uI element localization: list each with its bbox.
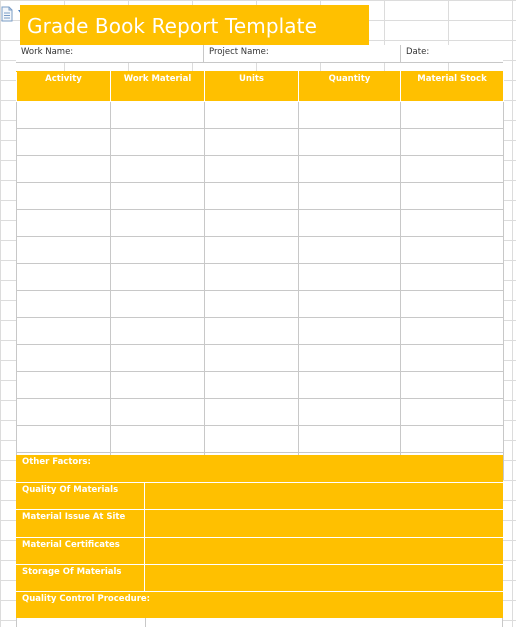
factor-row[interactable]	[16, 538, 503, 565]
table-cell[interactable]	[401, 345, 504, 372]
table-cell[interactable]	[205, 237, 299, 264]
table-row	[17, 264, 504, 291]
factor-row[interactable]	[16, 565, 503, 592]
table-cell[interactable]	[17, 156, 111, 183]
table-cell[interactable]	[401, 237, 504, 264]
table-cell[interactable]	[205, 318, 299, 345]
header-quantity: Quantity	[299, 72, 401, 102]
table-cell[interactable]	[205, 399, 299, 426]
table-row	[17, 237, 504, 264]
table-cell[interactable]	[111, 210, 205, 237]
factor-label: Quality Of Materials	[22, 485, 119, 495]
table-cell[interactable]	[205, 129, 299, 156]
table-cell[interactable]	[205, 345, 299, 372]
table-cell[interactable]	[111, 345, 205, 372]
table-cell[interactable]	[299, 291, 401, 318]
table-row	[17, 156, 504, 183]
table-cell[interactable]	[401, 210, 504, 237]
table-cell[interactable]	[17, 183, 111, 210]
table-cell[interactable]	[17, 237, 111, 264]
date-field[interactable]	[401, 45, 503, 62]
factor-label: Material Issue At Site	[22, 512, 126, 522]
project-name-field[interactable]	[204, 45, 401, 62]
header-activity: Activity	[17, 72, 111, 102]
table-row	[17, 318, 504, 345]
table-cell[interactable]	[17, 399, 111, 426]
factor-divider	[144, 538, 145, 564]
factor-label: Material Certificates	[22, 540, 120, 550]
table-cell[interactable]	[401, 318, 504, 345]
table-row	[17, 102, 504, 129]
factor-divider	[144, 483, 145, 509]
materials-table	[16, 71, 504, 480]
table-cell[interactable]	[299, 156, 401, 183]
table-cell[interactable]	[299, 426, 401, 453]
table-cell[interactable]	[17, 318, 111, 345]
table-cell[interactable]	[299, 102, 401, 129]
table-row	[17, 129, 504, 156]
factor-divider	[144, 565, 145, 591]
table-cell[interactable]	[205, 264, 299, 291]
table-cell[interactable]	[299, 210, 401, 237]
bottom-strip	[16, 618, 503, 627]
table-cell[interactable]	[111, 318, 205, 345]
bottom-strip-divider	[145, 618, 146, 627]
header-material-stock: Material Stock	[401, 72, 504, 102]
title-banner	[20, 5, 369, 47]
table-cell[interactable]	[299, 264, 401, 291]
header-work-material: Work Material	[111, 72, 205, 102]
table-cell[interactable]	[299, 345, 401, 372]
table-cell[interactable]	[17, 129, 111, 156]
table-cell[interactable]	[111, 426, 205, 453]
page-title: Grade Book Report Template	[27, 14, 317, 38]
date-label: Date:	[406, 47, 430, 57]
table-cell[interactable]	[17, 264, 111, 291]
work-name-field[interactable]	[16, 45, 204, 62]
table-row	[17, 210, 504, 237]
document-icon[interactable]	[1, 6, 13, 22]
table-cell[interactable]	[401, 426, 504, 453]
table-cell[interactable]	[205, 156, 299, 183]
table-cell[interactable]	[401, 129, 504, 156]
factor-row[interactable]	[16, 483, 503, 510]
table-cell[interactable]	[205, 372, 299, 399]
table-cell[interactable]	[401, 264, 504, 291]
factor-label: Storage Of Materials	[22, 567, 122, 577]
table-row	[17, 183, 504, 210]
table-cell[interactable]	[205, 426, 299, 453]
table-cell[interactable]	[17, 345, 111, 372]
table-cell[interactable]	[299, 129, 401, 156]
table-row	[17, 399, 504, 426]
table-cell[interactable]	[111, 237, 205, 264]
other-factors-heading: Other Factors:	[22, 457, 91, 467]
table-cell[interactable]	[17, 426, 111, 453]
factor-divider	[144, 510, 145, 537]
info-row	[16, 45, 503, 63]
table-cell[interactable]	[205, 291, 299, 318]
factor-row[interactable]	[16, 510, 503, 538]
table-cell[interactable]	[17, 291, 111, 318]
quality-control-label: Quality Control Procedure:	[22, 594, 151, 604]
project-name-label: Project Name:	[209, 47, 269, 57]
table-row	[17, 345, 504, 372]
table-cell[interactable]	[299, 372, 401, 399]
table-cell[interactable]	[299, 237, 401, 264]
other-factors-heading-row	[16, 455, 503, 483]
table-cell[interactable]	[111, 183, 205, 210]
table-cell[interactable]	[17, 102, 111, 129]
table-header-row	[17, 72, 504, 102]
table-row	[17, 372, 504, 399]
table-cell[interactable]	[111, 102, 205, 129]
table-cell[interactable]	[111, 291, 205, 318]
table-cell[interactable]	[205, 210, 299, 237]
table-cell[interactable]	[401, 156, 504, 183]
table-cell[interactable]	[17, 372, 111, 399]
table-row	[17, 426, 504, 453]
table-cell[interactable]	[401, 399, 504, 426]
table-cell[interactable]	[299, 318, 401, 345]
table-cell[interactable]	[205, 183, 299, 210]
table-cell[interactable]	[299, 399, 401, 426]
table-cell[interactable]	[111, 129, 205, 156]
table-cell[interactable]	[111, 156, 205, 183]
other-factors-section	[16, 455, 503, 618]
table-cell[interactable]	[401, 102, 504, 129]
table-cell[interactable]	[111, 264, 205, 291]
table-cell[interactable]	[299, 183, 401, 210]
table-cell[interactable]	[111, 372, 205, 399]
table-cell[interactable]	[401, 291, 504, 318]
table-cell[interactable]	[401, 183, 504, 210]
table-cell[interactable]	[401, 372, 504, 399]
table-cell[interactable]	[205, 102, 299, 129]
table-row	[17, 291, 504, 318]
work-name-label: Work Name:	[21, 47, 74, 57]
header-units: Units	[205, 72, 299, 102]
table-cell[interactable]	[17, 210, 111, 237]
table-cell[interactable]	[111, 399, 205, 426]
quality-control-row[interactable]	[16, 592, 503, 618]
